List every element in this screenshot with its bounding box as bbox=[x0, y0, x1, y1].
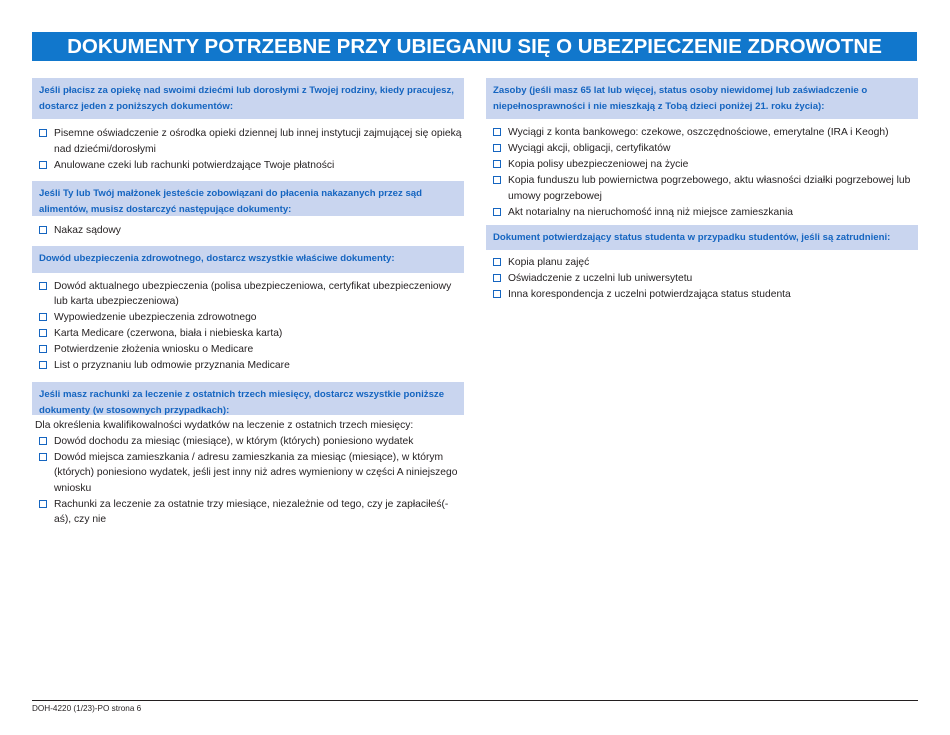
list-item bbox=[486, 287, 918, 303]
checkbox[interactable] bbox=[39, 500, 47, 508]
section-heading: Dokument potwierdzający status studenta w przypadku studentów, jeśli są zatrudnieni: bbox=[486, 225, 918, 250]
section-heading: Jeśli płacisz za opiekę nad swoimi dziećmi lub dorosłymi z Twojej rodziny, kiedy pracujesz, dostarcz jeden z poniższych dokumentów: bbox=[32, 78, 464, 119]
checkbox[interactable] bbox=[39, 313, 47, 321]
checkbox[interactable] bbox=[493, 144, 501, 152]
footer-divider bbox=[32, 700, 918, 701]
checklist bbox=[32, 126, 464, 173]
left-column bbox=[32, 78, 464, 528]
section-heading: Dowód ubezpieczenia zdrowotnego, dostarcz wszystkie właściwe dokumenty: bbox=[32, 246, 464, 273]
right-column bbox=[486, 78, 918, 303]
checkbox[interactable] bbox=[39, 129, 47, 137]
section-heading: Jeśli masz rachunki za leczenie z ostatnich trzech miesięcy, dostarcz wszystkie poniższe dokumenty (w stosownych przypadkach): bbox=[32, 382, 464, 415]
list-item bbox=[32, 450, 464, 497]
list-item bbox=[32, 310, 464, 326]
checkbox[interactable] bbox=[39, 282, 47, 290]
checkbox[interactable] bbox=[493, 290, 501, 298]
list-item-label: Karta Medicare (czerwona, biała i niebieska karta) bbox=[54, 328, 283, 339]
list-item-label: Potwierdzenie złożenia wniosku o Medicare bbox=[54, 344, 254, 355]
list-item-label: Kopia planu zajęć bbox=[508, 257, 590, 268]
section-student-status bbox=[486, 225, 918, 303]
list-item-label: Nakaz sądowy bbox=[54, 225, 121, 236]
list-item bbox=[486, 205, 918, 221]
section-heading: Zasoby (jeśli masz 65 lat lub więcej, status osoby niewidomej lub zaświadczenie o niepełnosprawności i nie mieszkają z Tobą dzieci poniżej 21. roku życia): bbox=[486, 78, 918, 119]
list-item-label: Kopia polisy ubezpieczeniowej na życie bbox=[508, 159, 689, 170]
footer-form-number: DOH-4220 (1/23)-PO strona 6 bbox=[32, 704, 142, 713]
checkbox[interactable] bbox=[39, 226, 47, 234]
checklist bbox=[486, 125, 918, 220]
list-item bbox=[486, 173, 918, 204]
list-item-label: Dowód aktualnego ubezpieczenia (polisa ubezpieczeniowa, certyfikat ubezpieczeniowy lub karta ubezpieczeniowa) bbox=[54, 280, 452, 307]
list-item-label: Wyciągi akcji, obligacji, certyfikatów bbox=[508, 143, 671, 154]
checkbox[interactable] bbox=[493, 160, 501, 168]
list-item-label: Anulowane czeki lub rachunki potwierdzające Twoje płatności bbox=[54, 159, 335, 171]
checkbox[interactable] bbox=[493, 274, 501, 282]
checkbox[interactable] bbox=[39, 453, 47, 461]
list-item bbox=[32, 358, 464, 374]
checkbox[interactable] bbox=[493, 128, 501, 136]
section-medical-bills bbox=[32, 382, 464, 528]
checkbox[interactable] bbox=[493, 258, 501, 266]
list-item-label: Dowód miejsca zamieszkania / adresu zamieszkania za miesiąc (miesiące), w którym (których) poniesiono wydatek, jeśli jest inny niż adres wymieniony w części A niniejszego wniosku bbox=[54, 451, 458, 494]
list-item-label: List o przyznaniu lub odmowie przyznania Medicare bbox=[54, 360, 290, 371]
page-title: DOKUMENTY POTRZEBNE PRZY UBIEGANIU SIĘ O UBEZPIECZENIE ZDROWOTNE bbox=[32, 32, 917, 61]
list-item bbox=[32, 326, 464, 342]
list-item-label: Pisemne oświadczenie z ośrodka opieki dziennej lub innej instytucji zajmującej się opieką nad dziećmi/dorosłymi bbox=[54, 128, 462, 155]
checkbox[interactable] bbox=[39, 361, 47, 369]
section-alimony bbox=[32, 181, 464, 239]
section-resources bbox=[486, 78, 918, 220]
list-item-label: Dowód dochodu za miesiąc (miesiące), w którym (których) poniesiono wydatek bbox=[54, 435, 414, 447]
checklist bbox=[32, 223, 464, 239]
list-item bbox=[32, 342, 464, 358]
list-item bbox=[486, 271, 918, 287]
section-health-insurance bbox=[32, 246, 464, 374]
list-item bbox=[32, 126, 464, 157]
list-item bbox=[32, 497, 464, 528]
list-item bbox=[486, 141, 918, 157]
list-item bbox=[486, 255, 918, 271]
checkbox[interactable] bbox=[493, 208, 501, 216]
list-item-label: Oświadczenie z uczelni lub uniwersytetu bbox=[508, 273, 693, 284]
list-item bbox=[32, 158, 464, 174]
list-item bbox=[486, 125, 918, 141]
list-item-label: Wyciągi z konta bankowego: czekowe, oszczędnościowe, emerytalne (IRA i Keogh) bbox=[508, 127, 889, 138]
checkbox[interactable] bbox=[39, 161, 47, 169]
checklist bbox=[32, 434, 464, 528]
list-item bbox=[32, 279, 464, 310]
list-item bbox=[32, 434, 464, 450]
section-intro: Dla określenia kwalifikowalności wydatków na leczenie z ostatnich trzech miesięcy: bbox=[35, 419, 414, 431]
checkbox[interactable] bbox=[39, 437, 47, 445]
checkbox[interactable] bbox=[39, 329, 47, 337]
list-item-label: Akt notarialny na nieruchomość inną niż miejsce zamieszkania bbox=[508, 206, 794, 218]
section-heading: Jeśli Ty lub Twój małżonek jesteście zobowiązani do płacenia nakazanych przez sąd alimentów, musisz dostarczyć następujące dokumenty: bbox=[32, 181, 464, 216]
checkbox[interactable] bbox=[493, 176, 501, 184]
checklist bbox=[32, 279, 464, 374]
section-childcare bbox=[32, 78, 464, 173]
list-item-label: Kopia funduszu lub powiernictwa pogrzebowego, aktu własności działki pogrzebowej lub umowy pogrzebowej bbox=[508, 175, 911, 202]
list-item-label: Wypowiedzenie ubezpieczenia zdrowotnego bbox=[54, 312, 257, 323]
checkbox[interactable] bbox=[39, 345, 47, 353]
list-item bbox=[32, 223, 464, 239]
checklist bbox=[486, 255, 918, 303]
list-item-label: Rachunki za leczenie za ostatnie trzy miesiące, niezależnie od tego, czy je zapłaciłeś(-aś), czy nie bbox=[54, 498, 449, 525]
list-item-label: Inna korespondencja z uczelni potwierdzająca status studenta bbox=[508, 289, 791, 300]
list-item bbox=[486, 157, 918, 173]
